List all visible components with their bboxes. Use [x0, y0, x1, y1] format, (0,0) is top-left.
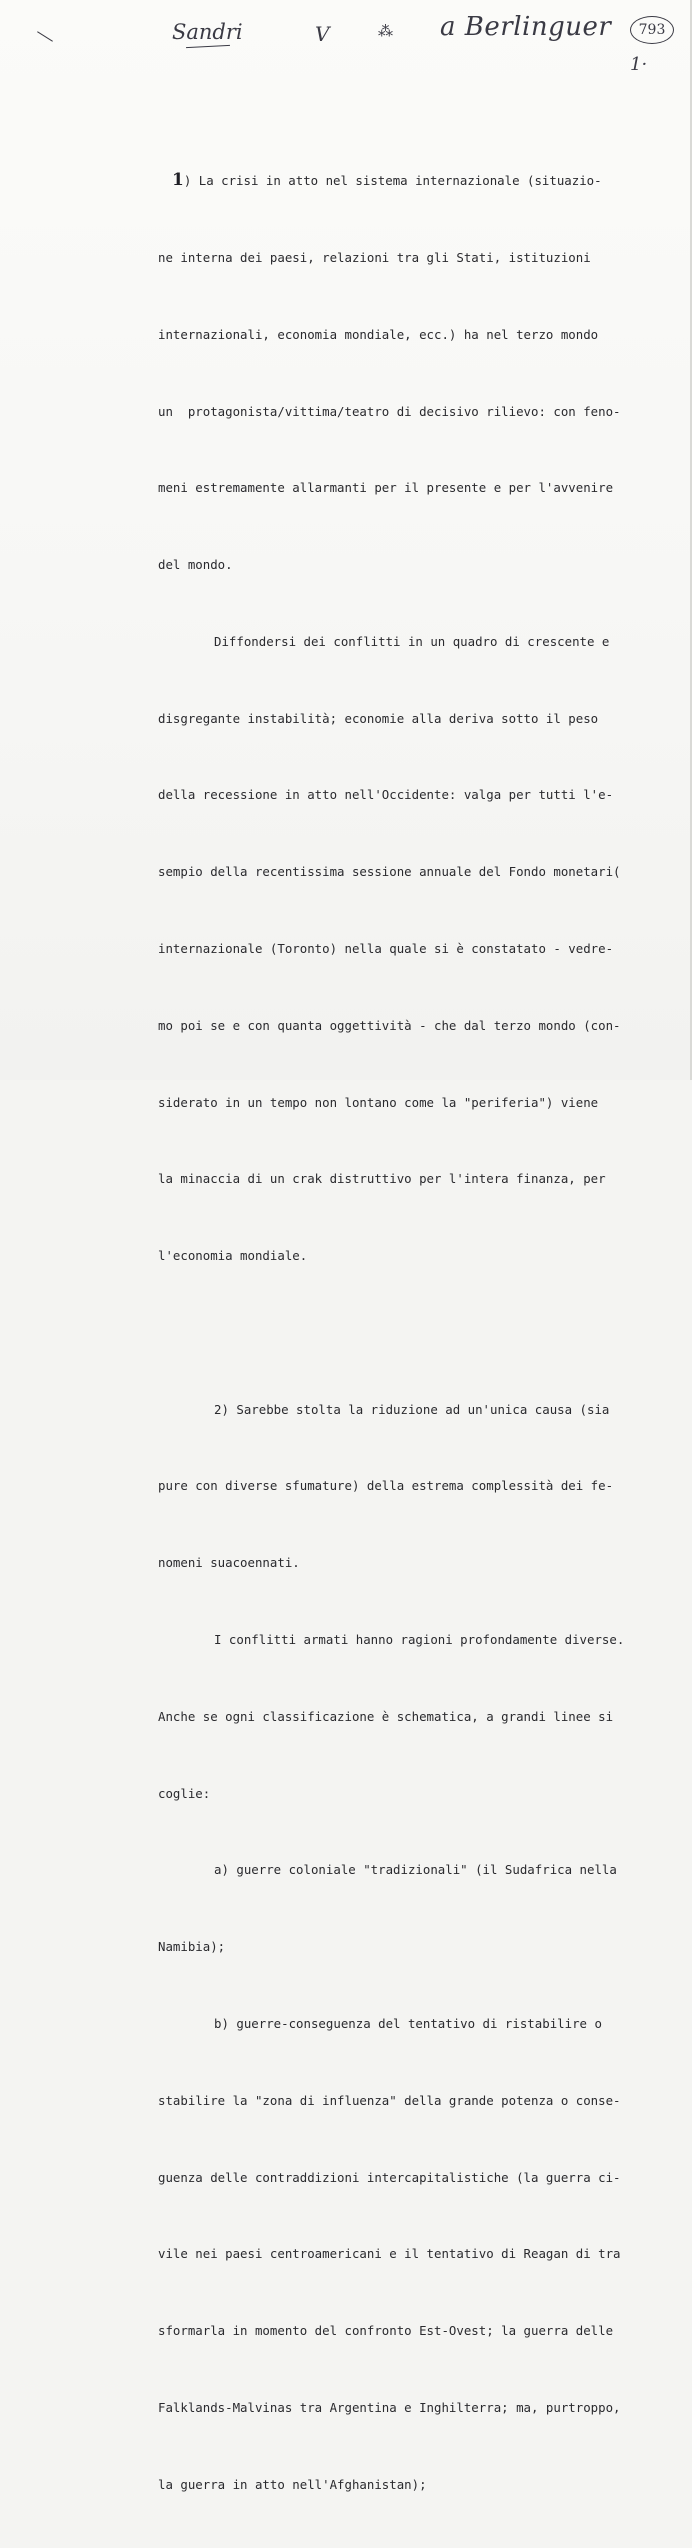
paragraph-number-marker: 1 [172, 170, 184, 191]
text-line: disgregante instabilità; economie alla deriva sotto il peso [158, 710, 599, 726]
handwritten-page-number: 1· [630, 54, 648, 75]
text-line: stabilire la "zona di influenza" della grande potenza o conse- [158, 2092, 621, 2108]
handwritten-author: Sandri [172, 20, 243, 44]
text-line: internazionali, economia mondiale, ecc.) ha nel terzo mondo [158, 326, 599, 342]
text-line: Diffondersi dei conflitti in un quadro di crescente e [214, 633, 610, 649]
handwritten-check-mark: V [315, 22, 330, 46]
margin-tick-mark [37, 31, 53, 41]
text-line: guenza delle contraddizioni intercapitalistiche (la guerra ci- [158, 2169, 621, 2185]
blank-line [158, 1320, 678, 1346]
text-line: Falklands-Malvinas tra Argentina e Inghilterra; ma, purtroppo, [158, 2399, 621, 2415]
text-line: internazionale (Toronto) nella quale si è constatato - vedre- [158, 941, 614, 956]
circled-document-number: 793 [630, 16, 674, 44]
text-line: l'economia mondiale. [158, 1248, 308, 1264]
text-line: del mondo. [158, 557, 233, 573]
text-line: b) guerre-conseguenza del tentativo di ristabilire o [214, 2015, 602, 2031]
text-line: Namibia); [158, 1939, 226, 1955]
text-line-content: ) La crisi in atto nel sistema internazionale (situazio- [183, 173, 602, 189]
text-line: a) guerre coloniale "tradizionali" (il Sudafrica nella [214, 1862, 617, 1878]
text-line: mo poi se e con quanta oggettività - che dal terzo mondo (con- [158, 1017, 621, 1033]
text-line: I conflitti armati hanno ragioni profondamente diverse. [214, 1632, 625, 1648]
handwritten-recipient: a Berlinguer [440, 12, 612, 42]
text-line: sformarla in momento del confronto Est-Ovest; la guerra delle [158, 2323, 614, 2339]
text-line: 2) Sarebbe stolta la riduzione ad un'unica causa (sia [214, 1401, 610, 1417]
text-line: coglie: [158, 1785, 211, 1801]
text-line: un protagonista/vittima/teatro di decisivo rilievo: con feno- [158, 403, 621, 419]
author-underline [186, 45, 230, 48]
text-line: ne interna dei paesi, relazioni tra gli Stati, istituzioni [158, 249, 591, 265]
text-line: della recessione in atto nell'Occidente: valga per tutti l'e- [158, 787, 614, 803]
text-line: siderato in un tempo non lontano come la "periferia") viene [158, 1094, 599, 1110]
text-line: la minaccia di un crak distruttivo per l'intera finanza, per [158, 1171, 606, 1187]
typed-body [158, 117, 678, 2548]
text-line [172, 168, 678, 194]
handwritten-scribble: ⁂ [378, 22, 393, 40]
text-line: la guerra in atto nell'Afghanistan); [158, 2476, 427, 2492]
text-line: nomeni suacoennati. [158, 1555, 300, 1571]
text-line: pure con diverse sfumature) della estrema complessità dei fe- [158, 1478, 614, 1494]
text-line: sempio della recentissima sessione annuale del Fondo monetari( [158, 864, 621, 880]
text-line: meni estremamente allarmanti per il presente e per l'avvenire [158, 480, 614, 496]
text-line: vile nei paesi centroamericani e il tentativo di Reagan di tra [158, 2246, 621, 2262]
text-line: Anche se ogni classificazione è schematica, a grandi linee si [158, 1708, 614, 1724]
